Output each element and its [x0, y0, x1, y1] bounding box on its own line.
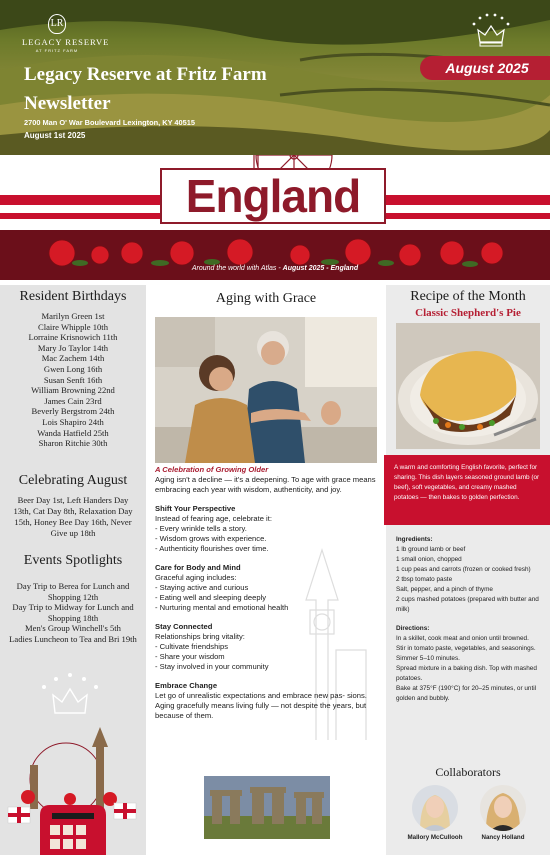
- ingredient-item: 1 cup peas and carrots (frozen or cooked fresh): [396, 566, 531, 573]
- dancing-couple-photo: [155, 317, 377, 463]
- month-badge: August 2025: [420, 56, 550, 80]
- logo-mark: LR: [48, 14, 66, 34]
- birthday-item: Lorraine Krisnowich 11th: [28, 332, 118, 343]
- tagline-prefix: Around the world with Atlas -: [191, 265, 283, 272]
- birthdays-list: [0, 311, 146, 449]
- ingredients-heading: Ingredients:: [396, 536, 433, 543]
- legacy-reserve-logo: [22, 14, 110, 53]
- birthday-item: James Cain 23rd: [44, 395, 102, 406]
- aging-section-heading: Embrace Change: [155, 681, 218, 690]
- event-item: Ladies Luncheon to Tea and Bri 19th: [9, 633, 137, 644]
- left-column: [0, 285, 146, 855]
- ingredient-item: 1 small onion, chopped: [396, 556, 462, 563]
- ingredient-item: Salt, pepper, and a pinch of thyme: [396, 586, 493, 593]
- birthday-item: Beverly Bergstrom 24th: [31, 406, 115, 417]
- direction-step: Stir in tomato paste, vegetables, and seasonings. Simmer 5–10 minutes.: [396, 645, 536, 662]
- logo-name: LEGACY RESERVE: [22, 37, 110, 47]
- avatar: [480, 785, 526, 831]
- crown-icon: [466, 12, 516, 50]
- recipe-heading: Recipe of the Month: [410, 289, 526, 304]
- events-list: [4, 581, 142, 645]
- birthdays-heading: Resident Birthdays: [19, 289, 127, 304]
- ingredient-item: 2 tbsp tomato paste: [396, 576, 453, 583]
- birthday-item: Susan Senft 16th: [43, 374, 103, 385]
- shepherds-pie-photo: [396, 323, 540, 449]
- aging-section-line: - Wisdom grows with experience.: [155, 534, 267, 543]
- tagline-highlight: August 2025 - England: [282, 265, 359, 272]
- aging-subtitle: A Celebration of Growing Older: [155, 465, 269, 474]
- aging-section-line: Instead of fearing age, celebrate it:: [155, 514, 272, 523]
- aging-section-line: - Cultivate friendships: [155, 642, 229, 651]
- celebrating-text: Beer Day 1st, Left Handers Day 13th, Cat Day 8th, Relaxation Day 15th, Honey Bee Day 16th, Never Give up 18th: [13, 495, 133, 538]
- aging-section-line: - Share your wisdom: [155, 652, 225, 661]
- london-phonebox-illustration: [0, 669, 146, 855]
- logo-subtitle: AT FRITZ FARM: [35, 48, 79, 53]
- stonehenge-photo: [204, 776, 330, 839]
- collaborators-heading: Collaborators: [435, 765, 501, 779]
- event-item: Day Trip to Midway for Lunch and Shopping 18th: [12, 602, 134, 623]
- directions-heading: Directions:: [396, 625, 430, 632]
- right-column: [386, 285, 550, 855]
- recipe-name: Classic Shepherd's Pie: [415, 307, 521, 319]
- aging-section-heading: Care for Body and Mind: [155, 563, 241, 572]
- birthday-item: Lois Shapiro 24th: [42, 416, 104, 427]
- direction-step: Bake at 375°F (190°C) for 20–25 minutes, or until golden and bubbly.: [396, 685, 537, 702]
- ingredient-item: 1 lb ground lamb or beef: [396, 546, 466, 553]
- recipe-blurb: A warm and comforting English favorite, perfect for sharing. This dish layers seasoned ground lamb (or beef), soft vegetables, and creamy mashed potatoes — then bakes to golden perfection.: [384, 455, 550, 525]
- aging-section-heading: Stay Connected: [155, 622, 213, 631]
- aging-section-line: - Every wrinkle tells a story.: [155, 524, 247, 533]
- birthday-item: Gwen Long 16th: [43, 363, 103, 374]
- collaborator-name: Mallory McCullooh: [407, 834, 463, 841]
- birthday-item: Wanda Hatfield 25th: [37, 427, 109, 438]
- recipe-body: [396, 535, 546, 704]
- event-item: Men's Group Winchell's 5th: [25, 623, 121, 634]
- birthday-item: William Browning 22nd: [31, 385, 115, 396]
- address: 2700 Man O' War Boulevard Lexington, KY 40515: [24, 118, 195, 127]
- event-item: Day Trip to Berea for Lunch and Shopping 12th: [16, 581, 130, 602]
- aging-heading: Aging with Grace: [215, 291, 317, 306]
- england-banner: [0, 155, 550, 285]
- aging-section-line: Relationships bring vitality:: [155, 632, 245, 641]
- birthday-item: Mary Jo Taylor 14th: [37, 342, 109, 353]
- aging-intro: Aging isn't a decline — it's a deepening. To age with grace means embracing each year with wisdom, authenticity, and joy.: [155, 475, 376, 494]
- ingredient-item: 2 cups mashed potatoes (prepared with butter and milk): [396, 596, 539, 613]
- celebrating-heading: Celebrating August: [18, 473, 128, 488]
- directions-list: [396, 634, 546, 704]
- tagline: [0, 265, 550, 272]
- ingredients-list: [396, 545, 546, 615]
- aging-section-line: - Eating well and sleeping deeply: [155, 593, 267, 602]
- issue-date: August 1st 2025: [24, 131, 86, 140]
- aging-section-line: - Stay involved in your community: [155, 662, 269, 671]
- england-title: England: [160, 168, 386, 224]
- avatar: [412, 785, 458, 831]
- middle-column: [146, 285, 386, 855]
- big-ben-watermark: [286, 540, 376, 740]
- header-banner: [0, 0, 550, 160]
- newsletter-title: Legacy Reserve at Fritz Farm Newsletter: [24, 64, 267, 114]
- birthday-item: Claire Whipple 10th: [37, 321, 108, 332]
- aging-section-line: Graceful aging includes:: [155, 573, 237, 582]
- events-heading: Events Spotlights: [23, 553, 123, 568]
- direction-step: Spread mixture in a baking dish. Top with mashed potatoes.: [396, 665, 537, 682]
- aging-section-line: - Staying active and curious: [155, 583, 249, 592]
- collaborator-name: Nancy Holland: [481, 834, 525, 841]
- birthday-item: Marilyn Green 1st: [41, 311, 105, 321]
- aging-section-heading: Shift Your Perspective: [155, 504, 236, 513]
- aging-section-line: Let go of unrealistic expectations and embrace new pas- sions. Aging gracefully means living fully — not despite the years, but because of them.: [155, 691, 367, 720]
- aging-section-line: - Nurturing mental and emotional health: [155, 603, 289, 612]
- direction-step: In a skillet, cook meat and onion until browned.: [396, 635, 529, 642]
- aging-section-line: - Authenticity flourishes over time.: [155, 544, 269, 553]
- birthday-item: Sharon Ritchie 30th: [38, 438, 108, 449]
- birthday-item: Mac Zachem 14th: [41, 353, 105, 364]
